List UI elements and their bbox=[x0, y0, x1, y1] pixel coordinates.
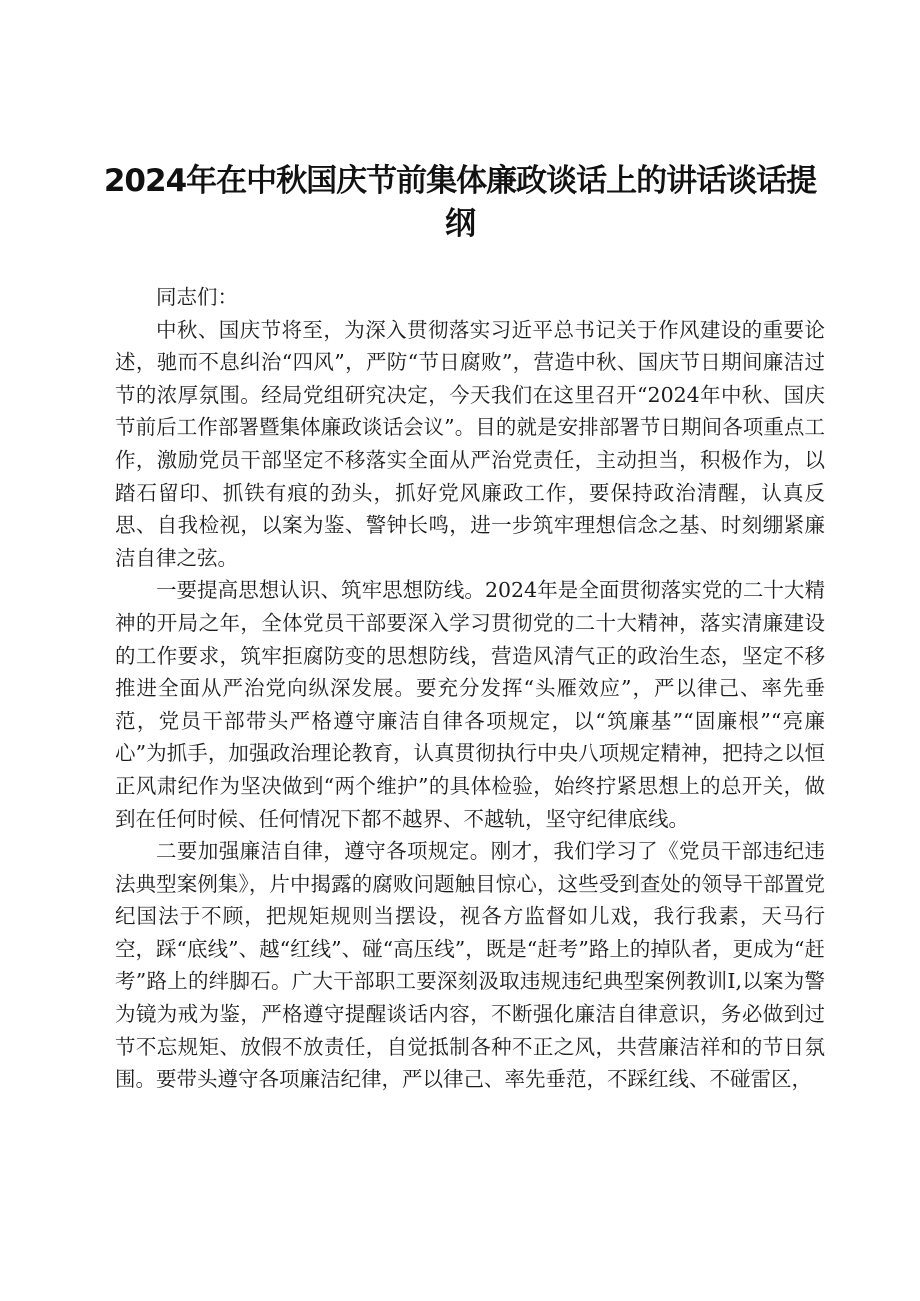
salutation: 同志们： bbox=[156, 285, 238, 309]
paragraph-intro: 中秋、国庆节将至，为深入贯彻落实习近平总书记关于作风建设的重要论述，驰而不息纠治“四风”，严防“节日腐败”，营造中秋、国庆节日期间廉洁过节的浓厚氛围。经局党组研究决定，今天我们在这里召开“2024年中秋、国庆节前后工作部署暨集体廉政谈话会议”。目的就是安排部署节日期间各项重点工作，激励党员干部坚定不移落实全面从严治党责任，主动担当，积极作为，以踏石留印、抓铁有痕的劲头，抓好党风廉政工作，要保持政治清醒，认真反思、自我检视，以案为鉴、警钟长鸣，进一步筑牢理想信念之基、时刻绷紧廉洁自律之弦。 bbox=[115, 317, 825, 570]
document-body bbox=[115, 281, 825, 1096]
paragraph-point-two: 二要加强廉洁自律，遵守各项规定。刚才，我们学习了《党员干部违纪违法典型案例集》，片中揭露的腐败问题触目惊心，这些受到查处的领导干部置党纪国法于不顾，把规矩规则当摆设，视各方监督如儿戏，我行我素，天马行空，踩“底线”、越“红线”、碰“高压线”，既是“赶考”路上的掉队者，更成为“赶考”路上的绊脚石。广大干部职工要深刻汲取违规违纪典型案例教训I,以案为警为镜为戒为鉴，严格遵守提醒谈话内容，不断强化廉洁自律意识，务必做到过节不忘规矩、放假不放责任，自觉抵制各种不正之风，共营廉洁祥和的节日氛围。要带头遵守各项廉洁纪律，严以律己、率先垂范，不踩红线、不碰雷区， bbox=[115, 839, 825, 1092]
paragraph-point-one: 一要提高思想认识、筑牢思想防线。2024年是全面贯彻落实党的二十大精神的开局之年，全体党员干部要深入学习贯彻党的二十大精神，落实清廉建设的工作要求，筑牢拒腐防变的思想防线，营造风清气正的政治生态，坚定不移推进全面从严治党向纵深发展。要充分发挥“头雁效应”，严以律己、率先垂范，党员干部带头严格遵守廉洁自律各项规定，以“筑廉基”“固廉根”“亮廉心”为抓手，加强政治理论教育，认真贯彻执行中央八项规定精神，把持之以恒正风肃纪作为坚决做到“两个维护”的具体检验，始终拧紧思想上的总开关，做到在任何时候、任何情况下都不越界、不越轨，坚守纪律底线。 bbox=[115, 578, 825, 831]
document-title: 2024年在中秋国庆节前集体廉政谈话上的讲话谈话提纲 bbox=[103, 163, 817, 242]
